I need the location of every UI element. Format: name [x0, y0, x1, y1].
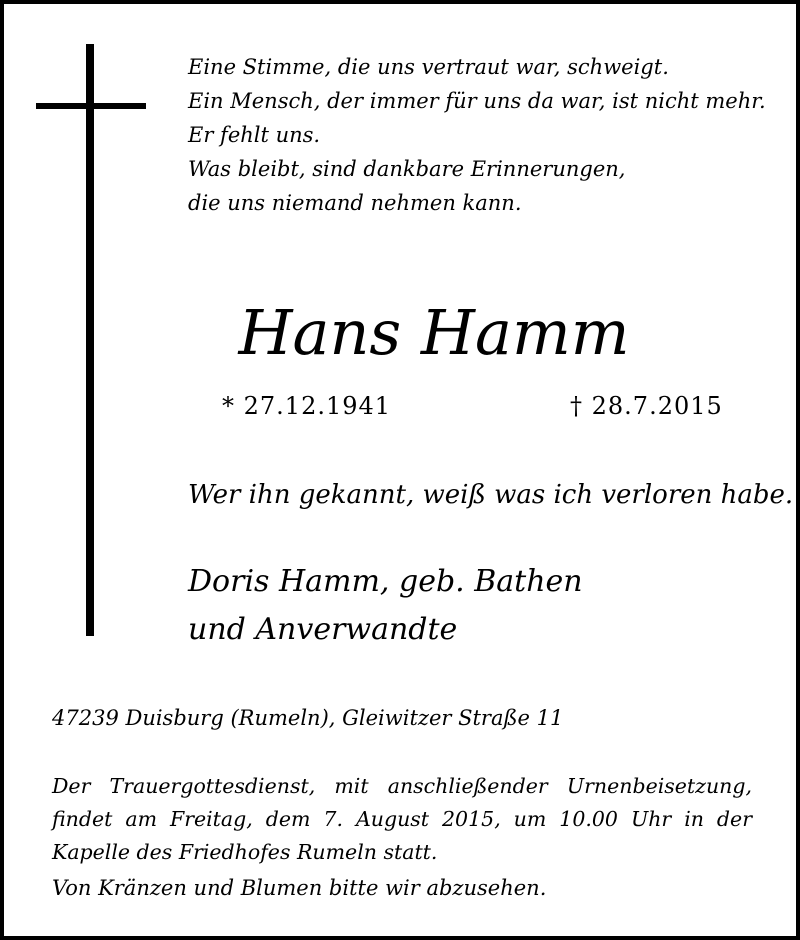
family-address: 47239 Duisburg (Rumeln), Gleiwitzer Straße 11 [52, 706, 564, 730]
mourner-name: Doris Hamm, geb. Bathen [188, 564, 583, 599]
birth-date: * 27.12.1941 [222, 392, 392, 420]
cross-horizontal-bar [36, 103, 146, 109]
mourner-relatives: und Anverwandte [188, 612, 458, 647]
funeral-service-info: Der Trauergottesdienst, mit anschließender Urnenbeisetzung, findet am Freitag, dem 7. August 2015, um 10.00 Uhr in der Kapelle des Friedhofes Rumeln statt. [52, 774, 752, 864]
poem-line: Ein Mensch, der immer für uns da war, ist nicht mehr. [188, 89, 766, 113]
poem-line: Er fehlt uns. [188, 123, 321, 147]
poem-line: Was bleibt, sind dankbare Erinnerungen, [188, 157, 626, 181]
memorial-quote: Wer ihn gekannt, weiß was ich verloren habe. [188, 480, 794, 510]
deceased-name: Hans Hamm [238, 296, 630, 369]
flowers-note: Von Kränzen und Blumen bitte wir abzusehen. [52, 876, 547, 900]
poem-line: Eine Stimme, die uns vertraut war, schweigt. [188, 55, 669, 79]
poem-line: die uns niemand nehmen kann. [188, 191, 522, 215]
memorial-poem [188, 50, 766, 220]
death-date: † 28.7.2015 [570, 392, 723, 420]
mourners-block [188, 558, 583, 654]
